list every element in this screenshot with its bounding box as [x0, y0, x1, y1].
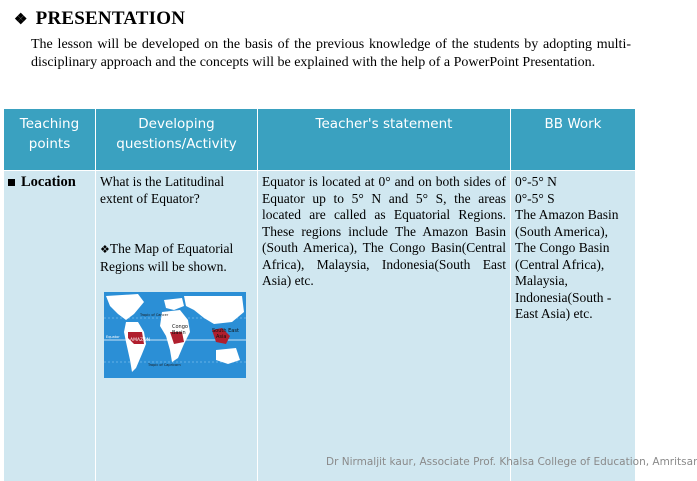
map-label-tropic-capricorn: Tropic of Capricorn	[148, 363, 181, 367]
teacher-statement-text: Equator is located at 0° and on both sides of Equator up to 5° N and 5° S, the areas located are called as Equatorial Regions. These regions include The Amazon Basin (South America), The Congo Basin(Central Africa), Malaysia, Indonesia(South East Asia) etc.	[262, 174, 506, 288]
bb-work-line-2: 0°-5° S	[515, 190, 555, 206]
activity-item	[100, 241, 253, 275]
table-header-row	[4, 109, 636, 171]
question-text: What is the Latitudinal extent of Equator?	[100, 174, 225, 206]
teaching-point-location	[8, 174, 91, 191]
heading-title: PRESENTATION	[35, 8, 186, 29]
equatorial-regions-map	[104, 292, 246, 378]
cell-developing-questions	[96, 171, 258, 481]
four-diamond-bullet-icon: ❖	[14, 11, 28, 28]
lesson-plan-table	[3, 108, 636, 481]
map-label-south-east: South East	[212, 328, 239, 334]
map-label-congo: Congo	[172, 324, 188, 330]
map-label-tropic-cancer: Tropic of Cancer	[140, 313, 169, 317]
teaching-point-label: Location	[21, 174, 76, 190]
header-developing-questions: Developing questions/Activity	[96, 109, 258, 171]
cell-teacher-statement	[258, 171, 511, 481]
square-bullet-icon	[8, 179, 15, 186]
header-bb-work: BB Work	[511, 109, 636, 171]
map-label-basin: Basin	[172, 330, 186, 336]
map-label-equator: Equator	[106, 335, 120, 339]
map-label-asia: Asia	[216, 334, 227, 340]
slide-heading	[14, 8, 185, 30]
header-teaching-points: Teaching points	[4, 109, 96, 171]
map-label-amazon: AMAZON	[130, 338, 151, 343]
world-map-icon	[104, 292, 246, 378]
footer-credit: Dr Nirmaljit kaur, Associate Prof. Khalsa College of Education, Amritsar	[326, 456, 697, 468]
cell-bb-work	[511, 171, 636, 481]
bb-work-line-3: The Amazon Basin (South America), The Congo Basin (Central Africa), Malaysia, Indonesia(South - East Asia) etc.	[515, 207, 619, 321]
activity-text: The Map of Equatorial Regions will be shown.	[100, 241, 234, 274]
table-row	[4, 171, 636, 481]
cell-teaching-point	[4, 171, 96, 481]
bb-work-line-1: 0°-5° N	[515, 174, 557, 189]
four-diamond-bullet-icon: ❖	[100, 244, 110, 256]
intro-paragraph: The lesson will be developed on the basis of the previous knowledge of the students by adopting multi-disciplinary approach and the concepts will be explained with the help of a PowerPoint Presentation.	[31, 37, 631, 70]
header-teacher-statement: Teacher's statement	[258, 109, 511, 171]
